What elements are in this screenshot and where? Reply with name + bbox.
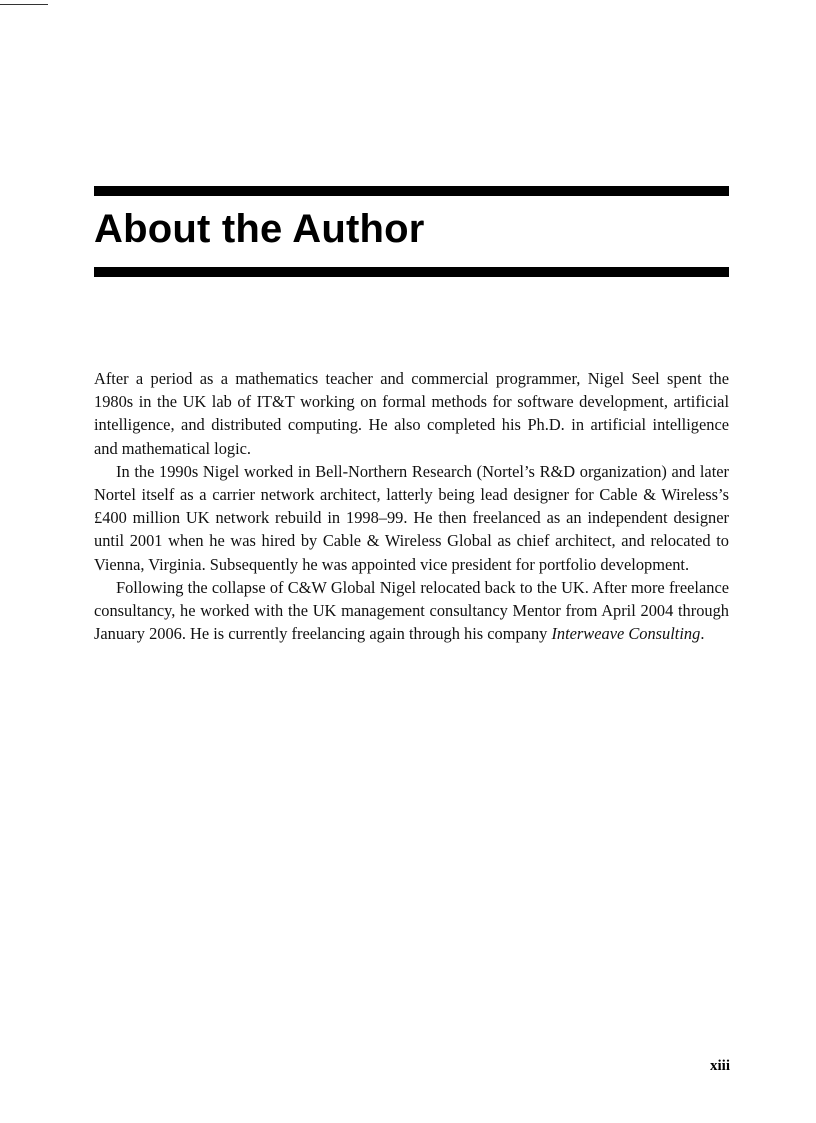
- paragraph-early-career: After a period as a mathematics teacher and commercial programmer, Nigel Seel spent the 1980s in the UK lab of IT&T working on formal methods for software development, artificial intelligence, and distributed computing. He also completed his Ph.D. in artificial intelligence and mathematical logic.: [94, 369, 729, 458]
- title-rule-top: [94, 186, 729, 196]
- page-number: xiii: [709, 1058, 730, 1074]
- company-name: Interweave Consulting: [551, 624, 701, 644]
- paragraph-nortel-career: In the 1990s Nigel worked in Bell-Northern Research (Nortel’s R&D organization) and later Nortel itself as a carrier network architect, latterly being lead designer for Cable & Wireless’s £400 million UK network rebuild in 1998–99. He then freelanced as an independent designer until 2001 when he was hired by Cable & Wireless Global as chief architect, and relocated to Vienna, Virginia. Subsequently he was appointed vice president for portfolio development.: [94, 461, 729, 574]
- author-biography: [94, 367, 729, 645]
- title-rule-bottom: [94, 267, 729, 277]
- paragraph-text-end: .: [700, 624, 705, 644]
- corner-crop-mark: [0, 4, 48, 5]
- paragraph-text: Following the collapse of C&W Global Nigel relocated back to the UK. After more freelance consultancy, he worked with the UK management consultancy Mentor from April 2004 through January 2006. He is currently freelancing again through his company: [94, 577, 729, 644]
- paragraph-recent-career: [94, 576, 729, 646]
- chapter-title: About the Author: [94, 207, 425, 251]
